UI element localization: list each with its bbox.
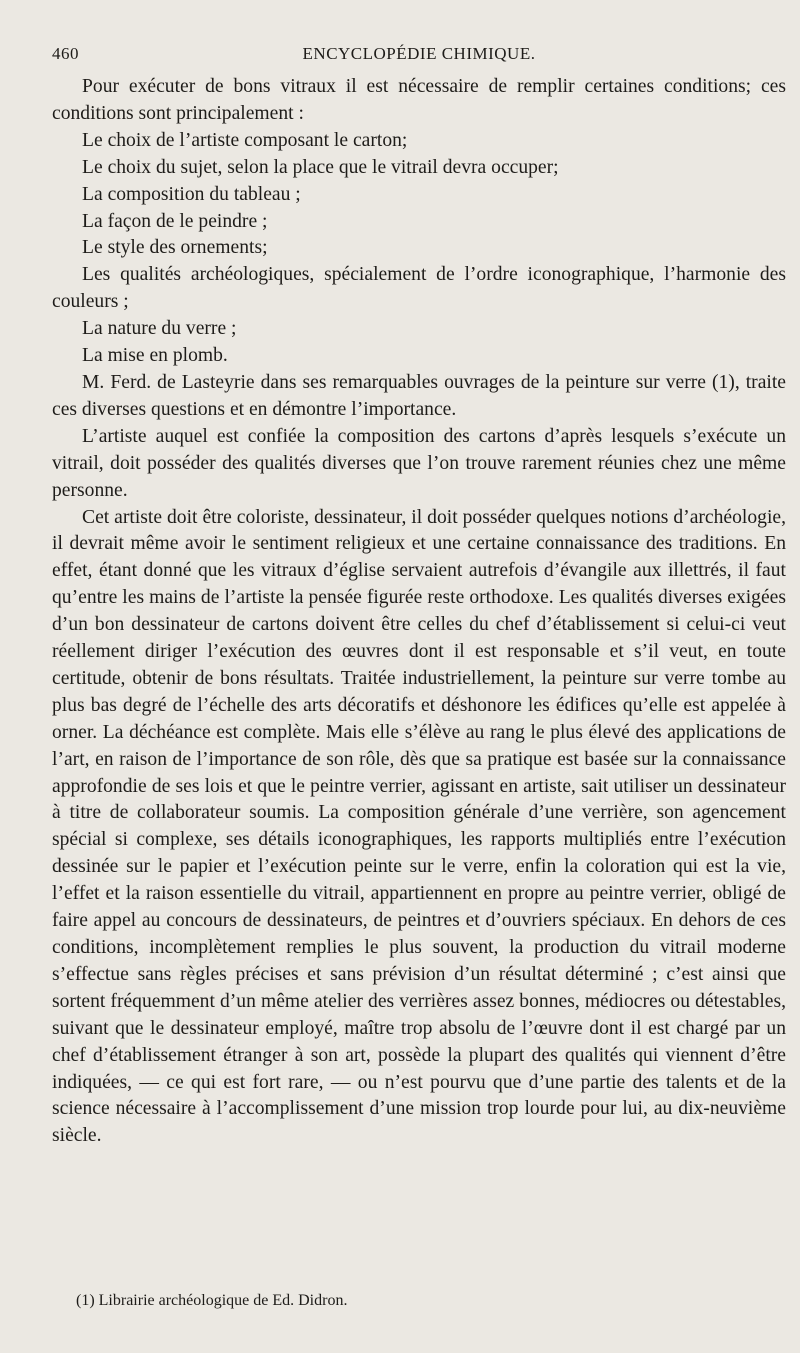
list-item-subject: Le choix du sujet, selon la place que le vitrail devra occuper; — [82, 156, 559, 178]
page-number: 460 — [52, 44, 79, 63]
list-item-ornaments: Le style des ornements; — [82, 237, 268, 259]
running-head — [52, 40, 786, 74]
paragraph-artist: L’artiste auquel est confiée la composition des cartons d’après lesquels s’exécute un vitrail, doit posséder des qualités diverses que l’on trouve rarement réunies chez une même personne. — [52, 425, 786, 501]
paragraph-intro: Pour exécuter de bons vitraux il est nécessaire de remplir certaines conditions; ces conditions sont principalement : — [52, 76, 786, 124]
paragraph-lasteyrie: M. Ferd. de Lasteyrie dans ses remarquables ouvrages de la peinture sur verre (1), traite ces diverses questions et en démontre l’importance. — [52, 371, 786, 420]
list-item-archaeology: Les qualités archéologiques, spécialement de l’ordre iconographique, l’harmonie des couleurs ; — [52, 264, 786, 313]
paragraph-colorist: Cet artiste doit être coloriste, dessinateur, il doit posséder quelques notions d’archéologie, il devrait même avoir le sentiment religieux et une certaine connaissance des traditions. En effet, étant donné que les vitraux d’église servaient autrefois d’évangile aux illettrés, il faut qu’entre les mains de l’artiste la pensée figurée reste orthodoxe. Les qualités diverses exigées d’un bon dessinateur de cartons doivent être celles du chef d’établissement si celui-ci veut réellement diriger l’exécution des œuvres dont il est responsable et s’il veut, en toute certitude, obtenir de bons résultats. Traitée industriellement, la peinture sur verre tombe au plus bas degré de l’échelle des arts décoratifs et déshonore les édifices qu’elle est appelée à orner. La déchéance est complète. Mais elle s’élève au rang le plus élevé des applications de l’art, en raison de l’importance de son rôle, dès que sa pratique est basée sur la connaissance approfondie de ses lois et que le peintre verrier, agissant en artiste, sait utiliser un dessinateur à titre de collaborateur soumis. La composition générale d’une verrière, son agencement spécial si complexe, ses détails iconographiques, les rapports multipliés entre l’exécution dessinée sur le papier et l’exécution peinte sur le verre, enfin la coloration qui est la vie, l’effet et la raison essentielle du vitrail, appartiennent en propre au peintre verrier, obligé de faire appel au concours de dessinateurs, de peintres et d’ouvriers spéciaux. En dehors de ces conditions, incomplètement remplies le plus souvent, la production du vitrail moderne s’effectue sans règles précises et sans prévision d’un résultat déterminé ; c’est ainsi que sortent fréquemment d’un même atelier des verrières assez bonnes, médiocres ou détestables, suivant que le dessinateur employé, maître trop absolu de l’œuvre dont il est chargé par un chef d’établissement étranger à son art, possède la plupart des qualités qui viennent d’être indiquées, — ce qui est fort rare, — ou n’est pourvu que d’une partie des talents et de la science nécessaire à l’accomplissement d’une mission trop lourde pour lui, au dix-neuvième siècle. — [52, 506, 786, 1147]
list-item-artist: Le choix de l’artiste composant le carton; — [82, 129, 408, 151]
list-item-leading: La mise en plomb. — [82, 345, 228, 367]
running-title: ENCYCLOPÉDIE CHIMIQUE. — [302, 44, 536, 63]
footnote: (1) Librairie archéologique de Ed. Didron. — [76, 1292, 348, 1309]
list-item-glass: La nature du verre ; — [82, 318, 237, 340]
body-text — [52, 74, 786, 1150]
list-item-composition: La composition du tableau ; — [82, 183, 301, 205]
list-item-painting: La façon de le peindre ; — [82, 210, 268, 232]
